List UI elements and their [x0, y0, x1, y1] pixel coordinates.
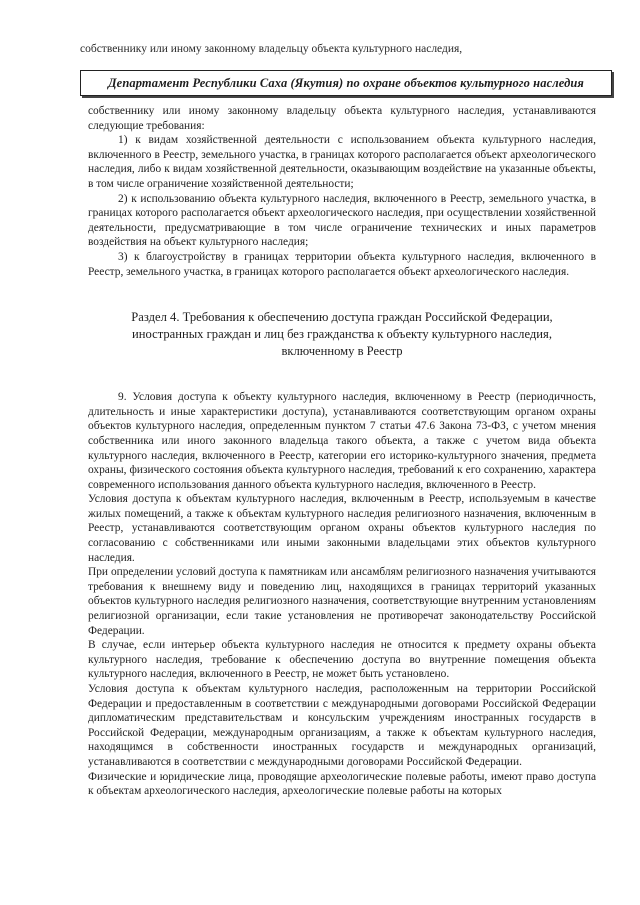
- paragraph: Условия доступа к объектам культурного наследия, включенным в Реестр, используемым в качестве жилых помещений, а также к объектам культурного наследия религиозного назначения, включенным в Реестр, устанавливаются соответствующим органом охраны объектов культурного наследия по согласованию с собственниками или иными законными владельцами этих объектов культурного наследия.: [88, 493, 596, 564]
- paragraph: В случае, если интерьер объекта культурного наследия не относится к предмету охраны объекта культурного наследия, требование к обеспечению доступа во внутренние помещения объекта культурного наследия, включенного в Реестр, не может быть установлено.: [88, 639, 596, 681]
- department-title: Департамент Республики Саха (Якутия) по охране объектов культурного наследия: [108, 75, 584, 90]
- paragraph: 1) к видам хозяйственной деятельности с использованием объекта культурного наследия, включенного в Реестр, земельного участка, в границах которого располагается объект археологического наследия, либо к видам хозяйственной деятельности, оказывающим воздействие на указанные объекты, в том числе ограничение хозяйственной деятельности;: [88, 134, 596, 190]
- paragraph: При определении условий доступа к памятникам или ансамблям религиозного назначения учитываются требования к внешнему виду и поведению лиц, находящихся в границах территорий указанных объектов культурного наследия религиозного назначения, соответствующие внутренним установлениям религиозной организации, если такие установления не противоречат законодательству Российской Федерации.: [88, 566, 596, 637]
- section-heading: Раздел 4. Требования к обеспечению доступа граждан Российской Федерации, иностранных граждан и лиц без гражданства к объекту культурного наследия, включенному в Реестр: [131, 310, 553, 359]
- paragraph: 3) к благоустройству в границах территории объекта культурного наследия, включенного в Реестр, земельного участка, в границах которого располагается объект археологического наследия.: [88, 250, 596, 278]
- paragraph: 9. Условия доступа к объекту культурного наследия, включенному в Реестр (периодичность, длительность и иные характеристики доступа), устанавливаются соответствующим органом охраны объектов культурного наследия, определенным пунктом 7 статьи 47.6 Закона 73-ФЗ, с учетом мнения собственника или иного законного владельца такого объекта, а также с учетом вида объекта культурного наследия, включенного в Реестр, категории его историко-культурного значения, предмета охраны, физического состояния объекта культурного наследия, требований к его сохранению, характера современного использования данного объекта культурного наследия, включенного в Реестр.: [88, 391, 596, 491]
- document-body: [88, 104, 596, 799]
- department-header: [80, 70, 612, 96]
- paragraph: Условия доступа к объектам культурного наследия, расположенным на территории Российской Федерации и предоставленным в соответствии с международными договорами Российской Федерации дипломатическим представительствам и консульским учреждениям иностранных государств в Российской Федерации, международным организациям, а также к объектам культурного наследия, находящимся в собственности иностранных государств и международных организаций, устанавливаются в соответствии с международными договорами Российской Федерации.: [88, 683, 596, 768]
- paragraph: 2) к использованию объекта культурного наследия, включенного в Реестр, земельного участка, в границах которого располагается объект археологического наследия, при осуществлении хозяйственной деятельности, предусматривающие в том числе ограничение технических и иных параметров воздействия на объект культурного наследия;: [88, 192, 596, 249]
- cropped-top-line: собственнику или иному законному владельцу объекта культурного наследия,: [80, 43, 463, 55]
- paragraph: Физические и юридические лица, проводящие археологические полевые работы, имеют право доступа к объектам археологического наследия, археологические полевые работы на которых: [88, 770, 596, 798]
- paragraph: собственнику или иному законному владельцу объекта культурного наследия, устанавливаются следующие требования:: [88, 105, 596, 132]
